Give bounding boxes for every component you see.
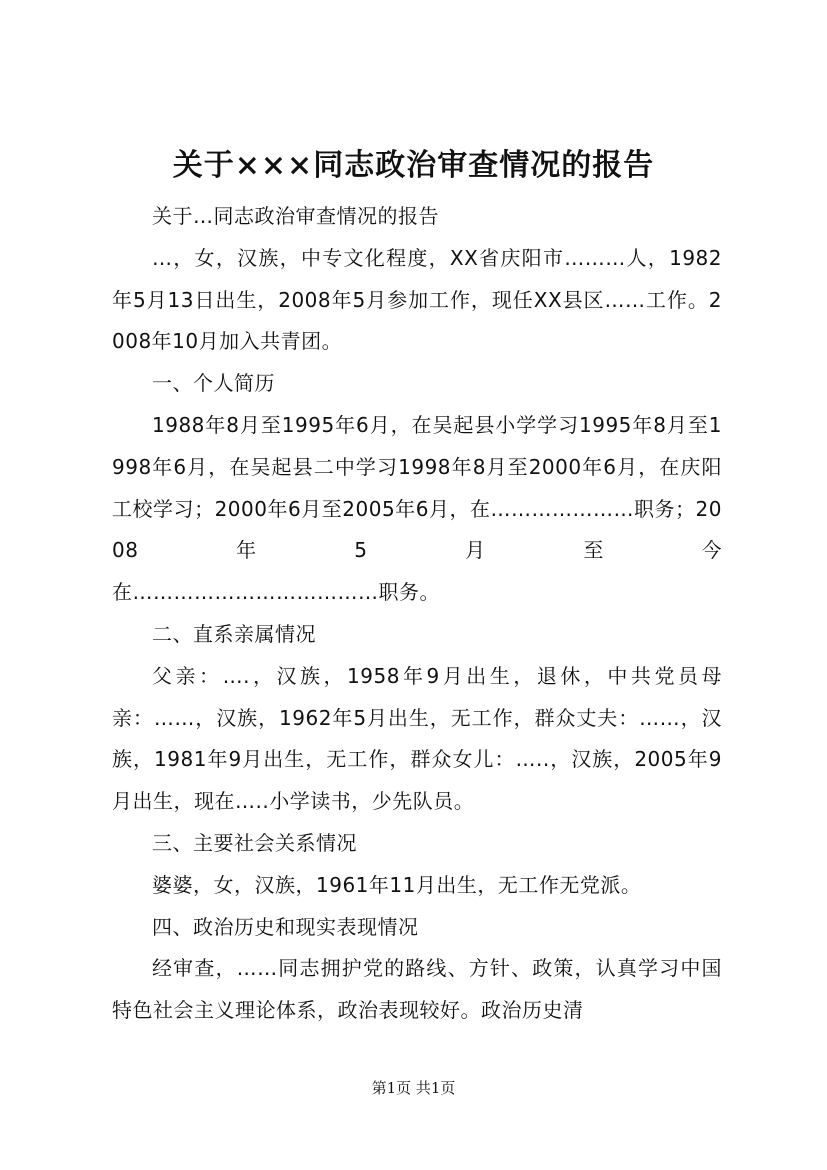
paragraph-political-history: 经审查，……同志拥护党的路线、方针、政策，认真学习中国特色社会主义理论体系，政治表现较好。政治历史清 [112, 956, 722, 1023]
paragraph-basic-info: …，女，汉族，中专文化程度，XX省庆阳市………人，1982年5月13日出生，2008年5月参加工作，现任XX县区……工作。2008年10月加入共青团。 [112, 245, 722, 354]
heading-direct-relatives: 二、直系亲属情况 [152, 621, 316, 646]
paragraph-direct-relatives: 父亲：….，汉族，1958年9月出生，退休，中共党员母亲：……，汉族，1962年5月出生，无工作，群众丈夫：……，汉族，1981年9月出生，无工作，群众女儿：…..，汉族，2005年9月出生，现在…..小学读书，少先队员。 [112, 663, 722, 814]
heading-social-relations: 三、主要社会关系情况 [152, 830, 357, 855]
paragraph-social-relations: 婆婆，女，汉族，1961年11月出生，无工作无党派。 [152, 872, 642, 897]
heading-political-history: 四、政治历史和现实表现情况 [152, 914, 419, 939]
document-body [112, 196, 722, 1032]
paragraph-subtitle: 关于…同志政治审查情况的报告 [152, 204, 439, 228]
paragraph-resume: 1988年8月至1995年6月，在吴起县小学学习1995年8月至1998年6月，在吴起县二中学习1998年8月至2000年6月，在庆阳工校学习；2000年6月至2005年6月，在…………………职务；2008年5月至今 [112, 412, 722, 563]
page-number-footer: 第1页 共1页 [371, 1079, 456, 1097]
document-title: 关于×××同志政治审查情况的报告 [172, 148, 655, 183]
heading-personal-resume: 一、个人简历 [152, 371, 275, 396]
paragraph-resume-continued: 在………………………………职务。 [112, 580, 440, 605]
